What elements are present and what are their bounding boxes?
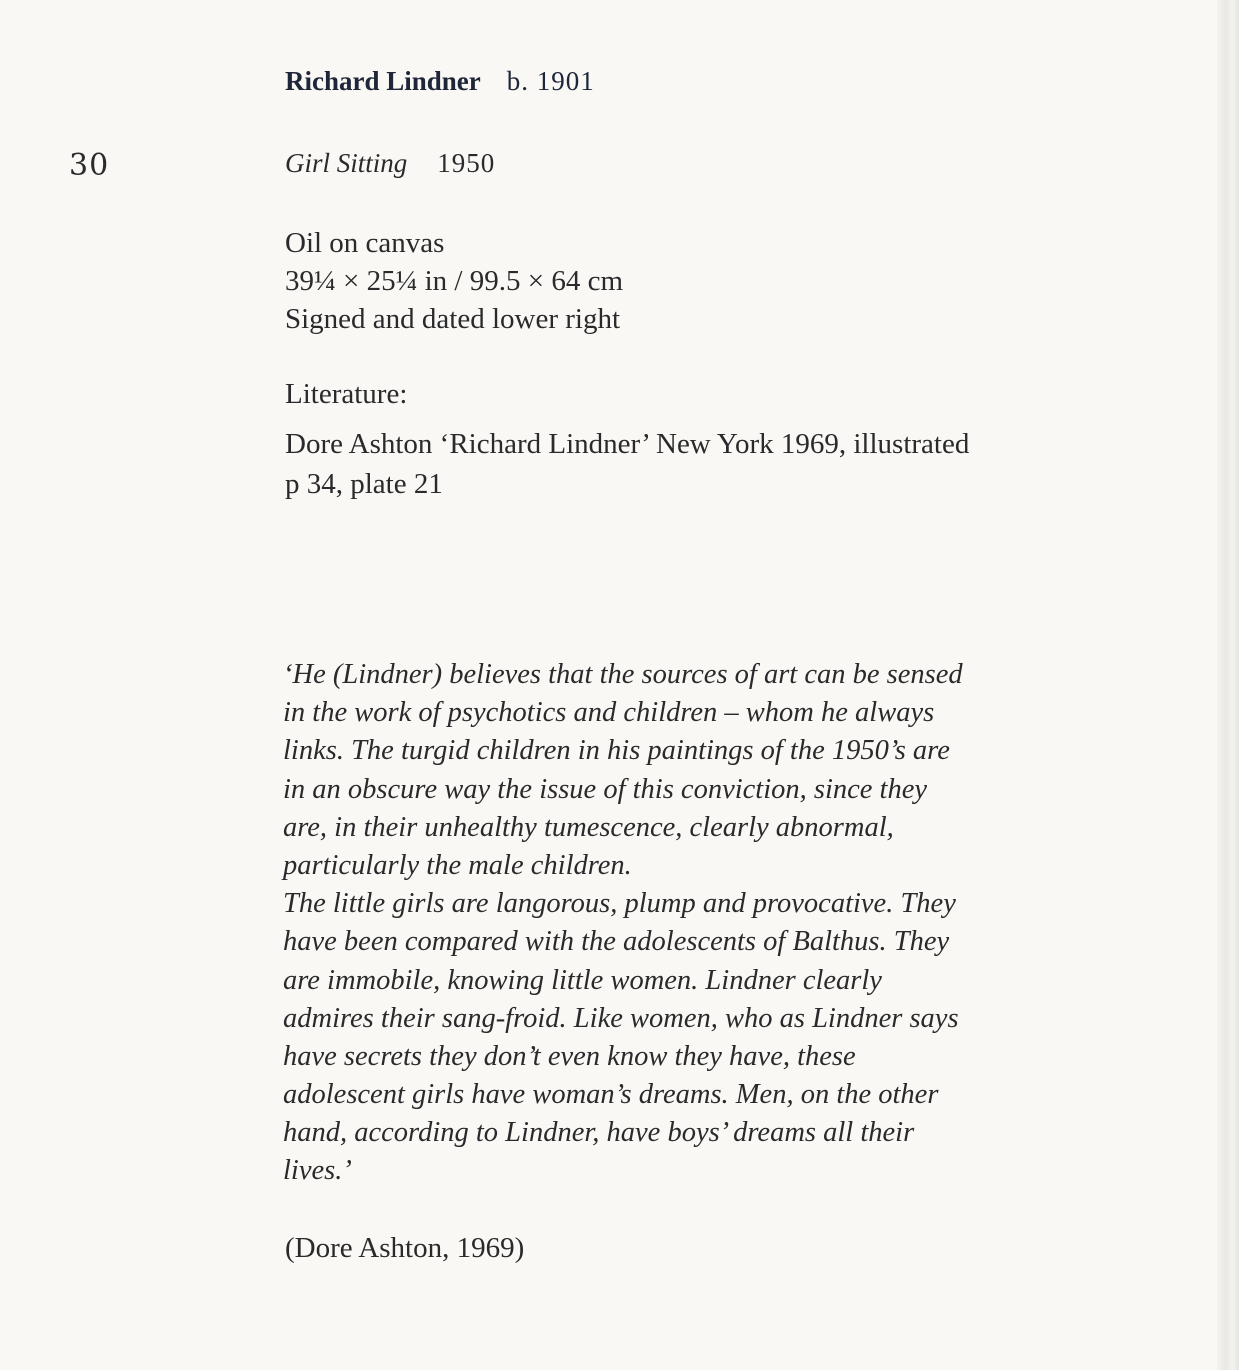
quote-line: hand, according to Lindner, have boys’ dreams all their bbox=[283, 1117, 915, 1149]
quote-line: ‘He (Lindner) believes that the sources of art can be sensed bbox=[283, 659, 963, 690]
artwork-title-line bbox=[285, 148, 495, 179]
quote-line: admires their sang-froid. Like women, who as Lindner says bbox=[283, 1002, 959, 1034]
artwork-inscription: Signed and dated lower right bbox=[285, 303, 621, 335]
literature-line: Dore Ashton ‘Richard Lindner’ New York 1969, illustrated bbox=[285, 428, 970, 460]
quote-line: links. The turgid children in his paintings of the 1950’s are bbox=[283, 735, 950, 767]
artist-birth-year: b. 1901 bbox=[506, 66, 595, 96]
artist-header bbox=[285, 66, 595, 97]
quote-line: are immobile, knowing little women. Lindner clearly bbox=[283, 964, 882, 996]
artwork-dimensions: 39¼ × 25¼ in / 99.5 × 64 cm bbox=[285, 265, 624, 297]
artist-name: Richard Lindner bbox=[285, 66, 481, 96]
artwork-medium: Oil on canvas bbox=[285, 227, 445, 259]
quote-block bbox=[283, 656, 963, 1191]
artwork-title: Girl Sitting bbox=[285, 148, 408, 178]
literature-heading: Literature: bbox=[285, 378, 408, 410]
quote-line: have been compared with the adolescents of Balthus. They bbox=[283, 926, 950, 958]
plate-number: 30 bbox=[69, 148, 110, 183]
quote-line: adolescent girls have woman’s dreams. Men, on the other bbox=[283, 1079, 939, 1111]
quote-line: The little girls are langorous, plump and provocative. They bbox=[283, 888, 956, 920]
quote-line: in an obscure way the issue of this conviction, since they bbox=[283, 773, 928, 805]
quote-line: in the work of psychotics and children – whom he always bbox=[283, 697, 935, 729]
artwork-details bbox=[285, 224, 623, 338]
quote-line: lives.’ bbox=[283, 1155, 352, 1187]
literature-line: p 34, plate 21 bbox=[285, 468, 443, 500]
quote-line: particularly the male children. bbox=[283, 849, 632, 881]
quote-citation: (Dore Ashton, 1969) bbox=[285, 1232, 525, 1264]
quote-line: have secrets they don’t even know they have, these bbox=[283, 1040, 856, 1072]
quote-line: are, in their unhealthy tumescence, clearly abnormal, bbox=[283, 811, 894, 843]
artwork-year: 1950 bbox=[437, 148, 496, 178]
page-edge bbox=[1217, 0, 1239, 1370]
literature-reference bbox=[285, 424, 1085, 504]
